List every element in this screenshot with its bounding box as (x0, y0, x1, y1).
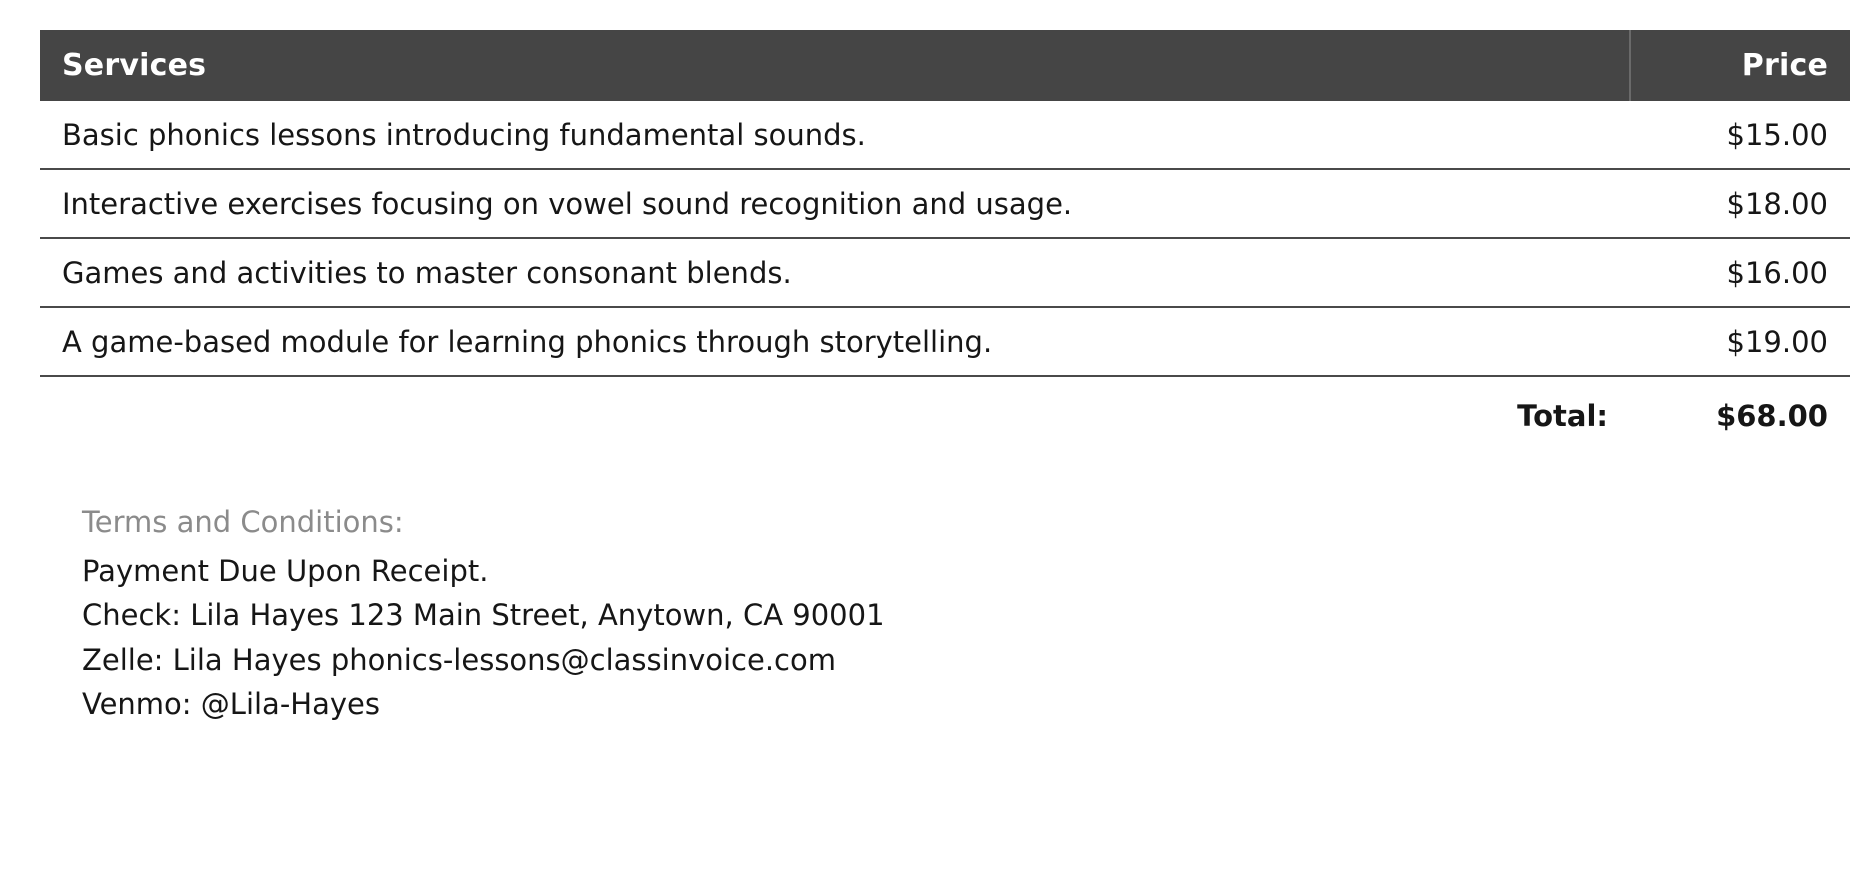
column-header-services: Services (40, 30, 1630, 101)
service-description: Basic phonics lessons introducing fundamental sounds. (40, 101, 1630, 169)
terms-line: Zelle: Lila Hayes phonics-lessons@classinvoice.com (82, 642, 836, 677)
total-row (40, 376, 1850, 449)
table-header-row (40, 30, 1850, 101)
terms-line: Check: Lila Hayes 123 Main Street, Anytown, CA 90001 (82, 598, 885, 633)
table-body (40, 101, 1850, 449)
column-header-price: Price (1630, 30, 1850, 101)
terms-title: Terms and Conditions: (82, 505, 404, 539)
service-price: $15.00 (1630, 101, 1850, 169)
terms-line: Payment Due Upon Receipt. (82, 554, 489, 588)
services-price-table (40, 30, 1850, 449)
table-row (40, 238, 1850, 307)
service-description: Interactive exercises focusing on vowel sound recognition and usage. (40, 169, 1630, 238)
total-label: Total: (1517, 399, 1608, 433)
table-row (40, 307, 1850, 376)
table-row (40, 101, 1850, 169)
service-description: A game-based module for learning phonics through storytelling. (40, 307, 1630, 376)
terms-line: Venmo: @Lila-Hayes (82, 687, 380, 722)
service-description: Games and activities to master consonant blends. (40, 238, 1630, 307)
table-row (40, 169, 1850, 238)
table-header (40, 30, 1850, 101)
service-price: $19.00 (1630, 307, 1850, 376)
total-value: $68.00 (1716, 399, 1828, 433)
service-price: $18.00 (1630, 169, 1850, 238)
terms-and-conditions (82, 505, 1828, 726)
service-price: $16.00 (1630, 238, 1850, 307)
